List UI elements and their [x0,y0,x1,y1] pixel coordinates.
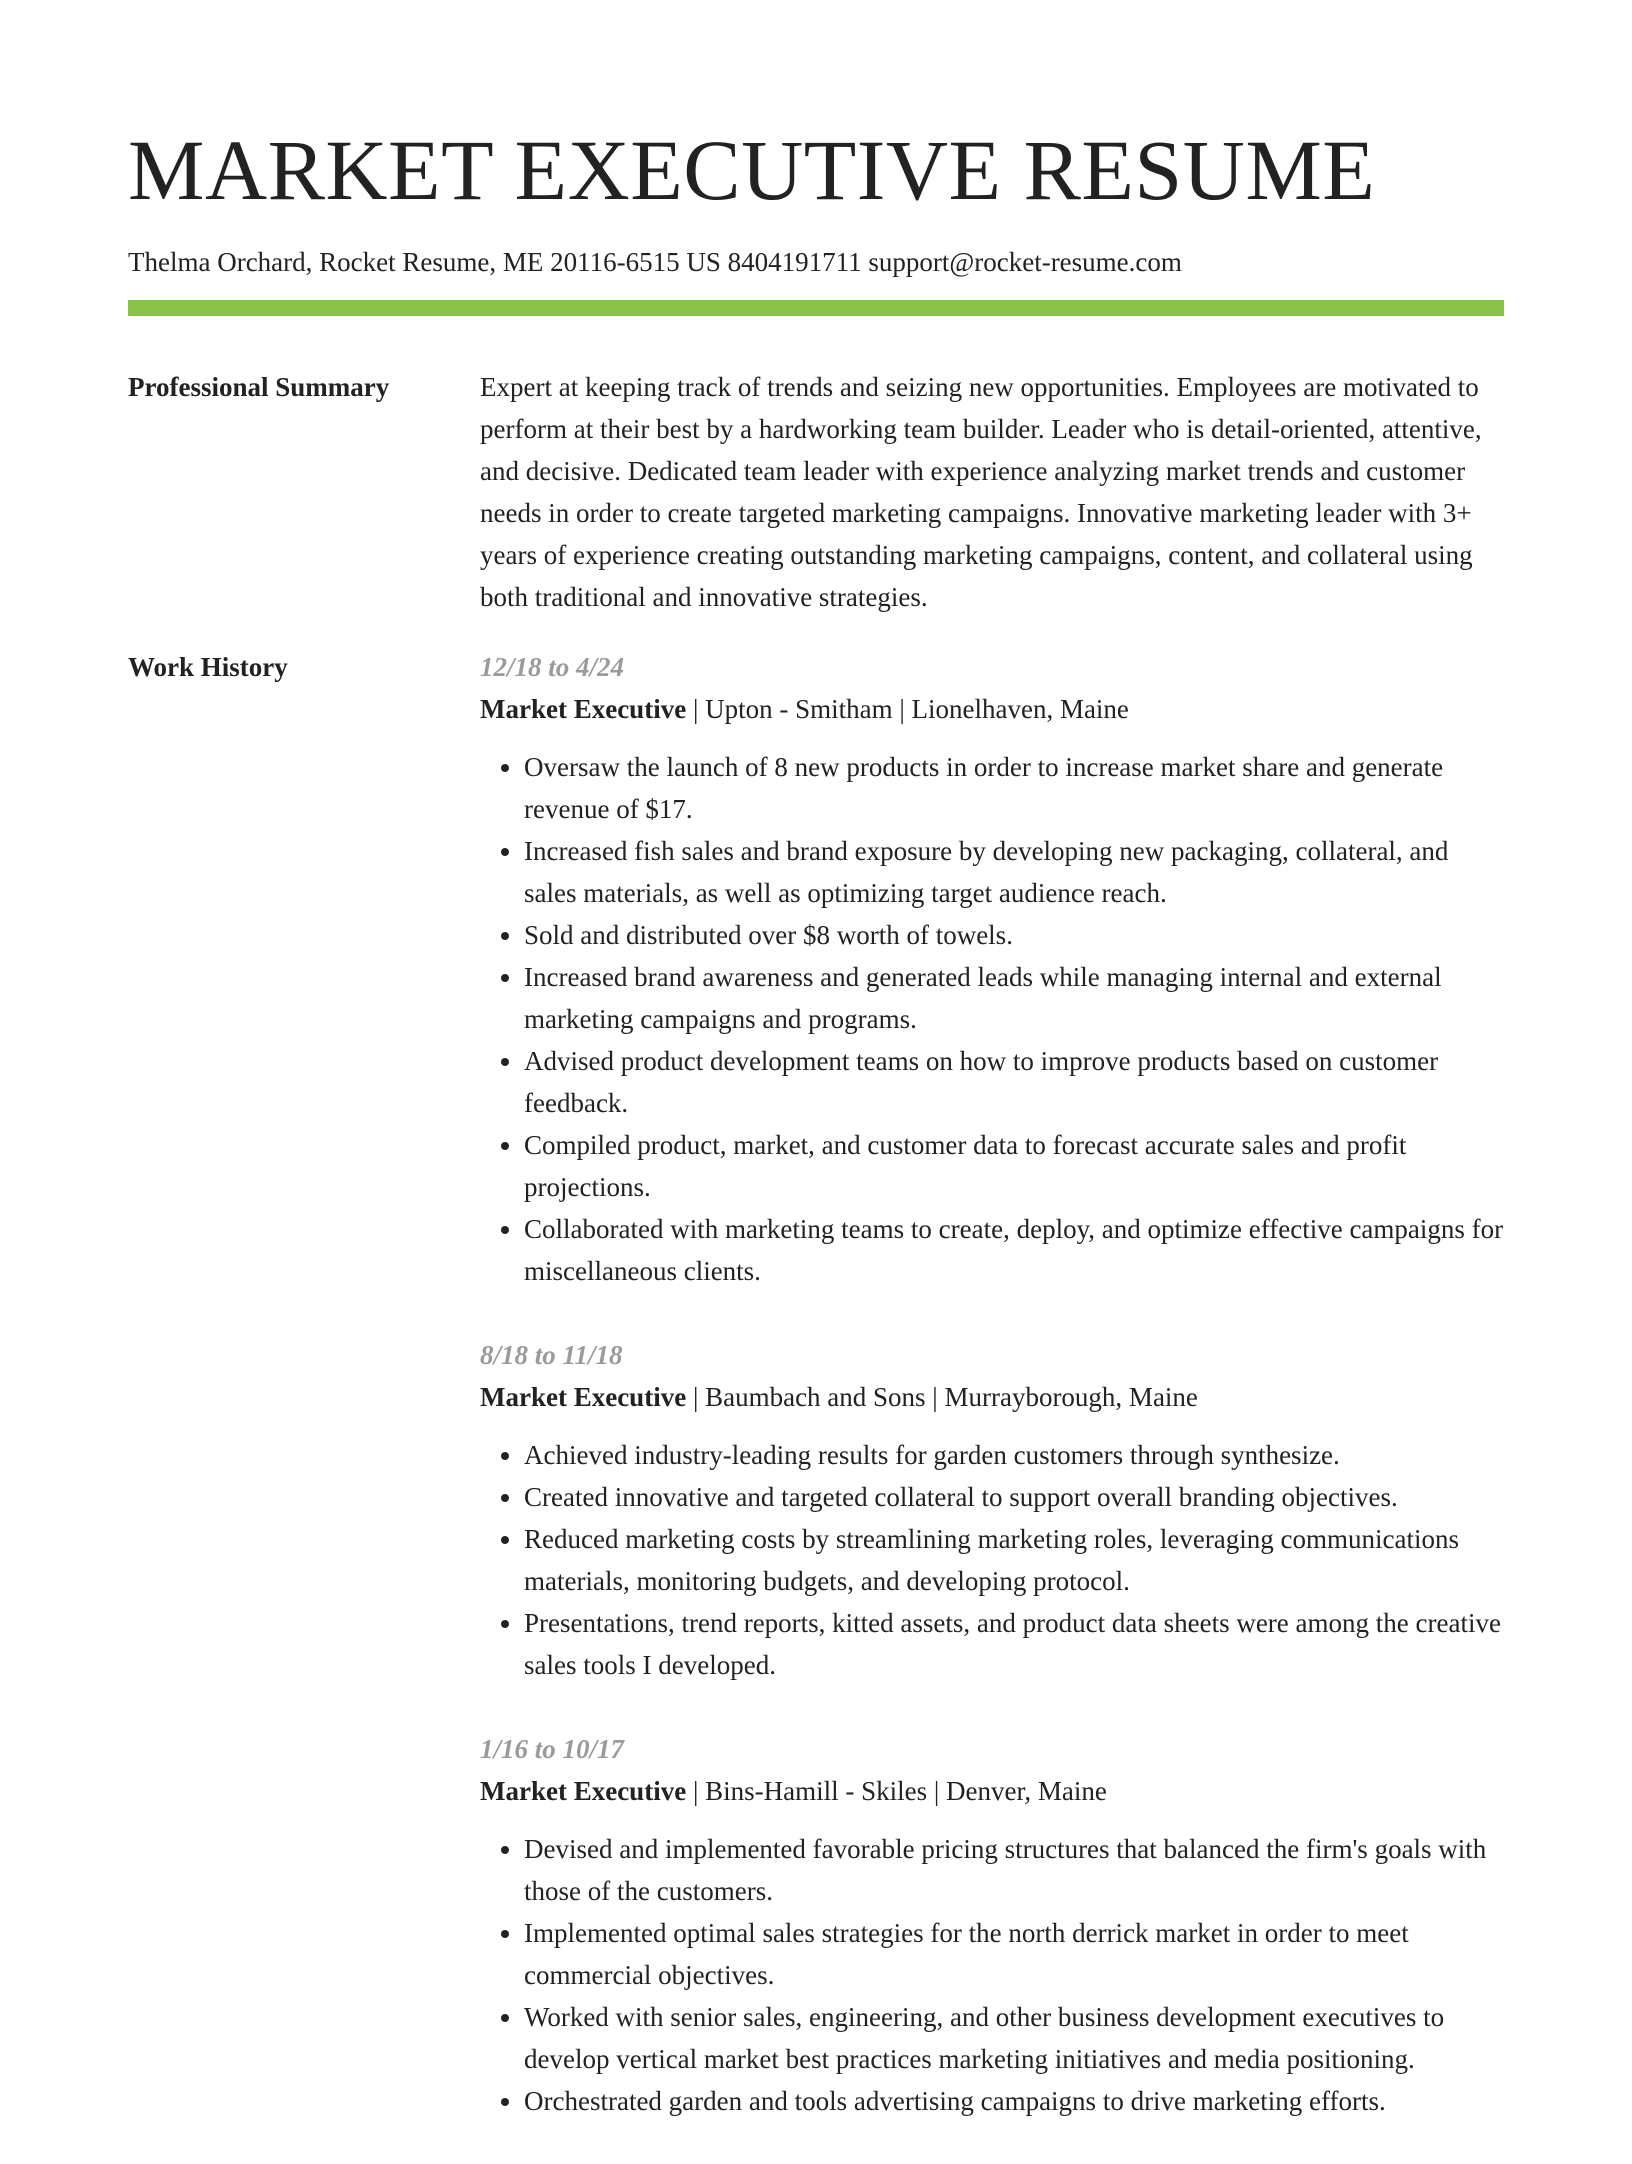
job-bullet: • Worked with senior sales, engineering, and other business development executives to develop vertical market best practices marketing initiatives and media positioning. [524,1996,1504,2080]
job-bullet: • Oversaw the launch of 8 new products in order to increase market share and generate revenue of $17. [524,746,1504,830]
job-bullet: • Presentations, trend reports, kitted assets, and product data sheets were among the creative sales tools I developed. [524,1602,1504,1686]
job-bullet: • Reduced marketing costs by streamlining marketing roles, leveraging communications materials, monitoring budgets, and developing protocol. [524,1518,1504,1602]
job-role: Market Executive [480,1776,687,1806]
section-label-summary: Professional Summary [128,372,390,402]
job-bullet: • Achieved industry-leading results for garden customers through synthesize. [524,1434,1504,1476]
job-title-line [480,688,1504,730]
job-entry [480,1334,1504,1686]
job-bullet: • Orchestrated garden and tools advertising campaigns to drive marketing efforts. [524,2080,1504,2122]
job-company-location: | Upton - Smitham | Lionelhaven, Maine [686,694,1129,724]
job-company-location: | Bins-Hamill - Skiles | Denver, Maine [686,1776,1107,1806]
summary-text: Expert at keeping track of trends and seizing new opportunities. Employees are motivated to perform at their best by a hardworking team builder. Leader who is detail-oriented, attentive, and decisive. Dedicated team leader with experience analyzing market trends and customer needs in order to create targeted marketing campaigns. Innovative marketing leader with 3+ years of experience creating outstanding marketing campaigns, content, and collateral using both traditional and innovative strategies. [480,372,1482,612]
job-dates: 8/18 to 11/18 [480,1340,623,1370]
job-bullet: • Increased fish sales and brand exposure by developing new packaging, collateral, and sales materials, as well as optimizing target audience reach. [524,830,1504,914]
job-entry [480,646,1504,1292]
work-history-section [128,646,1504,2164]
job-bullet-list [480,1828,1504,2122]
job-role: Market Executive [480,694,687,724]
job-bullet-list [480,1434,1504,1686]
job-bullet: • Sold and distributed over $8 worth of towels. [524,914,1504,956]
job-role: Market Executive [480,1382,687,1412]
job-title-line [480,1376,1504,1418]
job-company-location: | Baumbach and Sons | Murrayborough, Maine [686,1382,1198,1412]
job-bullet: • Increased brand awareness and generated leads while managing internal and external marketing campaigns and programs. [524,956,1504,1040]
job-title-line [480,1770,1504,1812]
resume-page [128,0,1504,2164]
summary-body [480,366,1504,618]
job-bullet-list [480,746,1504,1292]
job-bullet: • Implemented optimal sales strategies for the north derrick market in order to meet commercial objectives. [524,1912,1504,1996]
contact-line: Thelma Orchard, Rocket Resume, ME 20116-6515 US 8404191711 support@rocket-resume.com [128,247,1182,277]
header-divider [128,300,1504,316]
work-history-body [480,646,1504,2164]
job-bullet: • Devised and implemented favorable pricing structures that balanced the firm's goals with those of the customers. [524,1828,1504,1912]
job-dates: 12/18 to 4/24 [480,652,625,682]
job-bullet: • Created innovative and targeted collateral to support overall branding objectives. [524,1476,1504,1518]
job-bullet: • Advised product development teams on how to improve products based on customer feedback. [524,1040,1504,1124]
section-label-work-history: Work History [128,652,288,682]
job-dates: 1/16 to 10/17 [480,1734,625,1764]
resume-title: MARKET EXECUTIVE RESUME [128,122,1376,218]
job-entry [480,1728,1504,2122]
professional-summary-section [128,366,1504,618]
job-bullet: • Compiled product, market, and customer data to forecast accurate sales and profit projections. [524,1124,1504,1208]
job-bullet: • Collaborated with marketing teams to create, deploy, and optimize effective campaigns for miscellaneous clients. [524,1208,1504,1292]
